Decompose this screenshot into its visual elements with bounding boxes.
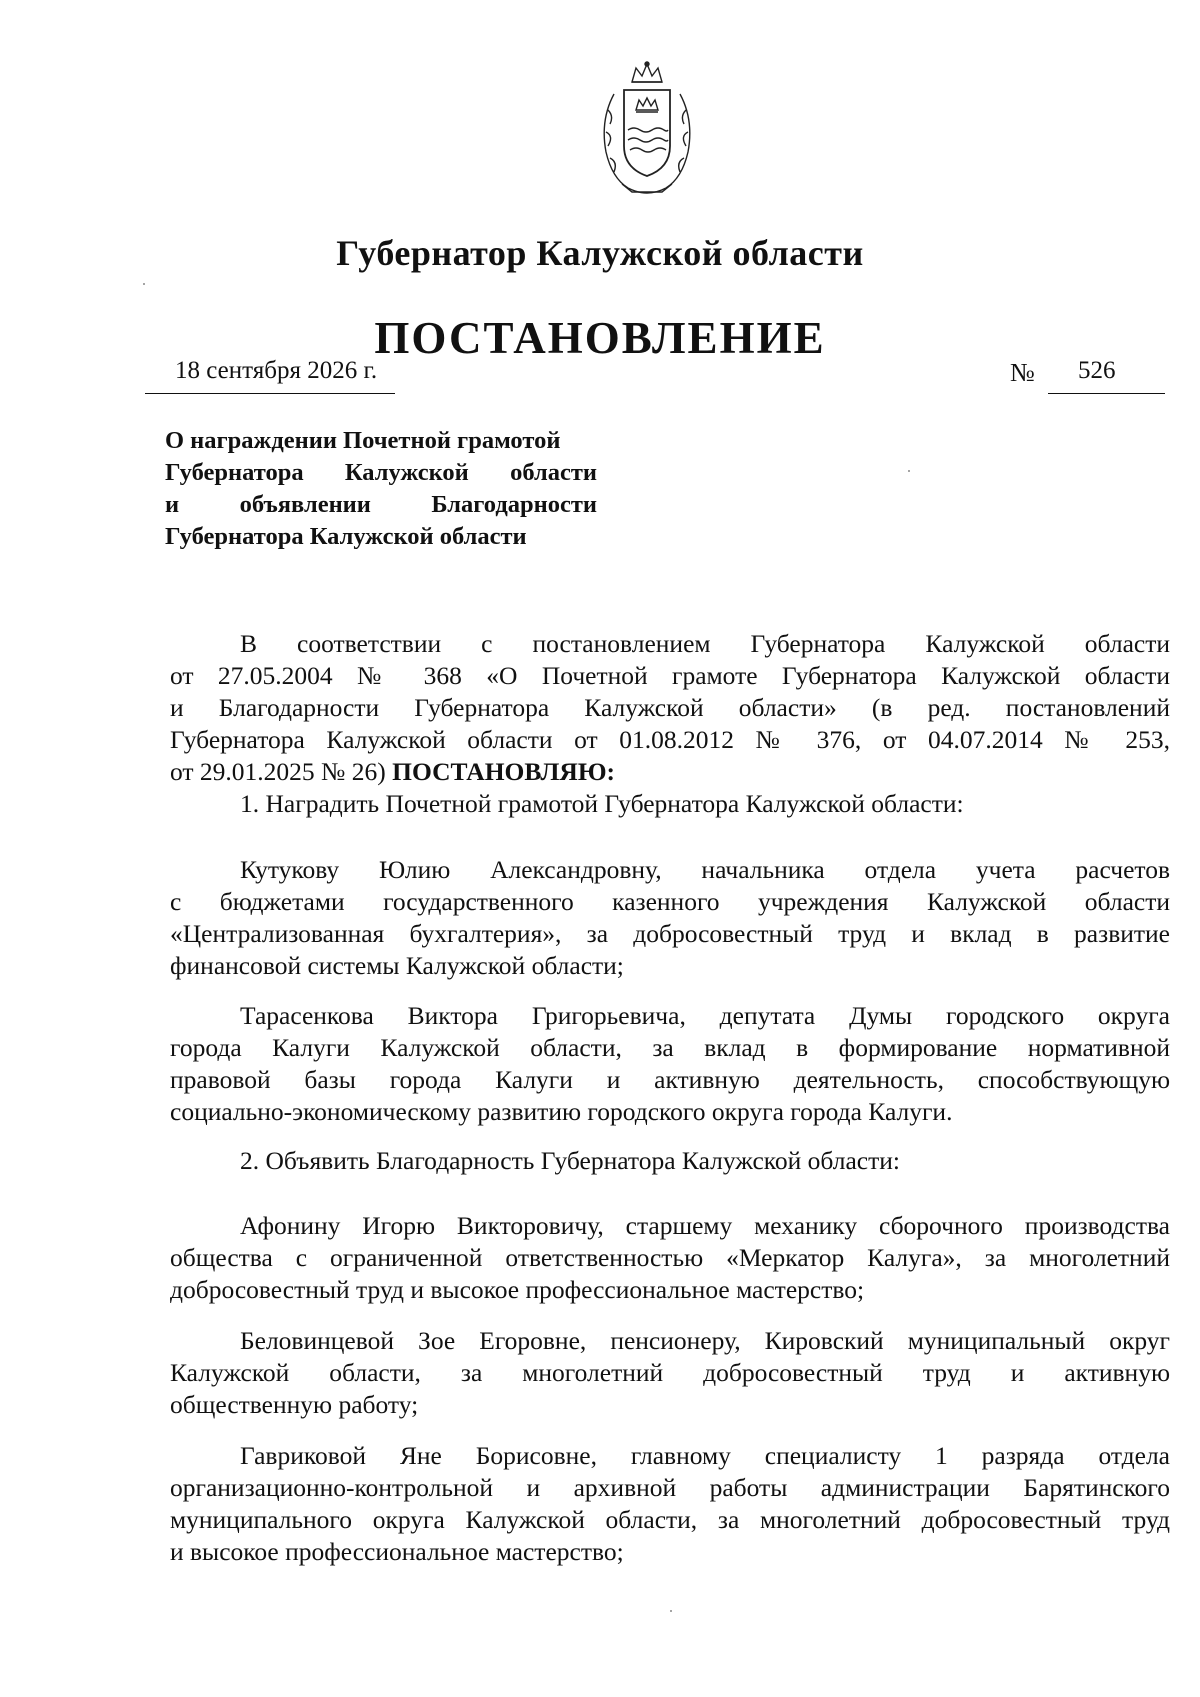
scan-speck xyxy=(908,470,910,472)
number-label: № xyxy=(1010,358,1035,387)
item2-heading-text: 2. Объявить Благодарность Губернатора Калужской области: xyxy=(240,1146,900,1175)
decree-keyword: ПОСТАНОВЛЯЮ: xyxy=(392,757,616,786)
issuer-heading: Губернатор Калужской области xyxy=(336,233,864,273)
preamble-paragraph xyxy=(170,628,1170,788)
item2-heading xyxy=(170,1145,1170,1177)
entry-line: общественную работу; xyxy=(170,1390,419,1419)
entry-line: Тарасенкова Виктора Григорьевича, депутата Думы городского округа xyxy=(240,1001,1170,1030)
document-number: 526 xyxy=(1078,357,1116,384)
document-date: 18 сентября 2026 г. xyxy=(175,357,378,384)
entry-line: муниципального округа Калужской области, за многолетний добросовестный труд xyxy=(170,1505,1170,1534)
date-field xyxy=(145,355,395,394)
preamble-line: Губернатора Калужской области от 01.08.2012 № 376, от 04.07.2014 № 253, xyxy=(170,725,1170,754)
preamble-last-text: от 29.01.2025 № 26) xyxy=(170,757,386,786)
award-entry xyxy=(170,854,1170,982)
entry-line: социально-экономическому развитию городского округа города Калуги. xyxy=(170,1097,953,1126)
preamble-line xyxy=(170,756,1170,788)
number-field xyxy=(1048,355,1165,394)
entry-line: города Калуги Калужской области, за вклад в формирование нормативной xyxy=(170,1033,1170,1062)
item1-heading xyxy=(170,788,1170,820)
entry-line: Калужской области, за многолетний добросовестный труд и активную xyxy=(170,1358,1170,1387)
entry-line: добросовестный труд и высокое профессиональное мастерство; xyxy=(170,1275,865,1304)
coat-of-arms-emblem xyxy=(592,60,702,200)
entry-line: «Централизованная бухгалтерия», за добросовестный труд и вклад в развитие xyxy=(170,919,1170,948)
preamble-line: от 27.05.2004 № 368 «О Почетной грамоте Губернатора Калужской области xyxy=(170,661,1170,690)
subject-line: Губернатора Калужской области xyxy=(165,459,597,486)
entry-line: финансовой системы Калужской области; xyxy=(170,951,624,980)
scan-speck xyxy=(670,1610,672,1612)
subject-title xyxy=(165,425,597,553)
entry-line: общества с ограниченной ответственностью «Меркатор Калуга», за многолетний xyxy=(170,1243,1170,1272)
subject-line: Губернатора Калужской области xyxy=(165,523,527,550)
entry-line: Кутукову Юлию Александровну, начальника отдела учета расчетов xyxy=(240,855,1170,884)
entry-line: Гавриковой Яне Борисовне, главному специалисту 1 разряда отдела xyxy=(240,1441,1170,1470)
entry-line: Афонину Игорю Викторовичу, старшему механику сборочного производства xyxy=(240,1211,1170,1240)
preamble-line: и Благодарности Губернатора Калужской области» (в ред. постановлений xyxy=(170,693,1170,722)
entry-line: Беловинцевой Зое Егоровне, пенсионеру, Кировский муниципальный округ xyxy=(240,1326,1170,1355)
preamble-line: В соответствии с постановлением Губернатора Калужской области xyxy=(240,629,1170,658)
subject-line: О награждении Почетной грамотой xyxy=(165,427,561,454)
item1-heading-text: 1. Наградить Почетной грамотой Губернатора Калужской области: xyxy=(240,789,964,818)
gratitude-entry xyxy=(170,1440,1170,1568)
gratitude-entry xyxy=(170,1210,1170,1306)
subject-line: и объявлении Благодарности xyxy=(165,491,597,518)
entry-line: и высокое профессиональное мастерство; xyxy=(170,1537,624,1566)
award-entry xyxy=(170,1000,1170,1128)
document-type-title: ПОСТАНОВЛЕНИЕ xyxy=(374,313,826,363)
entry-line: организационно-контрольной и архивной работы администрации Барятинского xyxy=(170,1473,1170,1502)
entry-line: правовой базы города Калуги и активную деятельность, способствующую xyxy=(170,1065,1170,1094)
gratitude-entry xyxy=(170,1325,1170,1421)
entry-line: с бюджетами государственного казенного учреждения Калужской области xyxy=(170,887,1170,916)
scan-speck xyxy=(143,283,145,285)
